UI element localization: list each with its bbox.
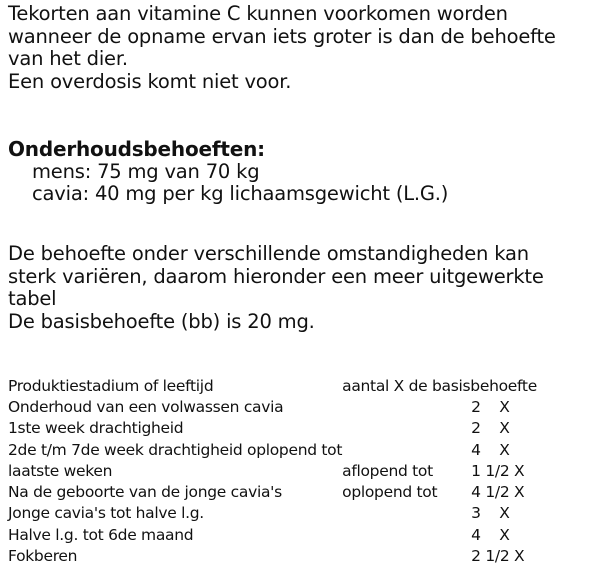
table-row bbox=[8, 545, 561, 566]
cell-trend bbox=[342, 524, 471, 545]
table-row bbox=[8, 418, 561, 439]
cell-trend bbox=[342, 439, 471, 460]
table-row bbox=[8, 396, 561, 417]
text-line: tabel bbox=[8, 287, 57, 310]
cell-stage: Jonge cavia's tot halve l.g. bbox=[8, 504, 204, 523]
requirements-table bbox=[8, 375, 561, 567]
table-row bbox=[8, 503, 561, 524]
cell-amount: 1 1/2 X bbox=[471, 461, 525, 480]
cell-amount: 2 X bbox=[471, 419, 510, 438]
table-row bbox=[8, 439, 561, 460]
maintenance-section bbox=[8, 138, 448, 206]
text-line: wanneer de opname ervan iets groter is dan de behoefte bbox=[8, 24, 556, 48]
header-amount: aantal X de basisbehoefte bbox=[342, 376, 537, 395]
cell-trend bbox=[342, 418, 471, 439]
intro-paragraph bbox=[8, 3, 556, 93]
text-line: cavia: 40 mg per kg lichaamsgewicht (L.G.) bbox=[32, 182, 449, 205]
cell-amount: 2 X bbox=[471, 397, 510, 416]
cell-stage: Onderhoud van een volwassen cavia bbox=[8, 397, 284, 416]
table-row bbox=[8, 481, 561, 502]
text-line: De basisbehoefte (bb) is 20 mg. bbox=[8, 309, 315, 333]
text-line: mens: 75 mg van 70 kg bbox=[32, 159, 260, 183]
cell-stage: Halve l.g. tot 6de maand bbox=[8, 525, 194, 544]
cell-amount: 4 X bbox=[471, 440, 510, 459]
table-row bbox=[8, 460, 561, 481]
text-line: van het dier. bbox=[8, 47, 128, 70]
cell-stage: Na de geboorte van de jonge cavia's bbox=[8, 483, 282, 502]
cell-trend bbox=[342, 545, 471, 566]
cell-amount: 4 X bbox=[471, 525, 510, 544]
header-stage: Produktiestadium of leeftijd bbox=[8, 376, 214, 395]
cell-stage: 1ste week drachtigheid bbox=[8, 419, 184, 438]
text-line: sterk variëren, daarom hieronder een meer uitgewerkte bbox=[8, 264, 544, 288]
cell-amount: 3 X bbox=[471, 504, 510, 523]
cell-stage: 2de t/m 7de week drachtigheid oplopend tot bbox=[8, 440, 343, 459]
cell-stage: laatste weken bbox=[8, 461, 113, 480]
cell-trend bbox=[342, 396, 471, 417]
cell-trend: oplopend tot bbox=[342, 483, 438, 502]
cell-amount: 2 1/2 X bbox=[471, 547, 525, 566]
text-line: Tekorten aan vitamine C kunnen voorkomen worden bbox=[8, 2, 508, 25]
cell-trend: aflopend tot bbox=[342, 461, 433, 480]
section-heading: Onderhoudsbehoeften: bbox=[8, 137, 265, 161]
explanation-paragraph bbox=[8, 243, 544, 333]
text-line: Een overdosis komt niet voor. bbox=[8, 69, 292, 93]
table-row bbox=[8, 524, 561, 545]
cell-trend bbox=[342, 503, 471, 524]
table-header-row bbox=[8, 375, 561, 396]
text-line: De behoefte onder verschillende omstandigheden kan bbox=[8, 242, 529, 265]
cell-amount: 4 1/2 X bbox=[471, 483, 525, 502]
cell-stage: Fokberen bbox=[8, 547, 78, 566]
